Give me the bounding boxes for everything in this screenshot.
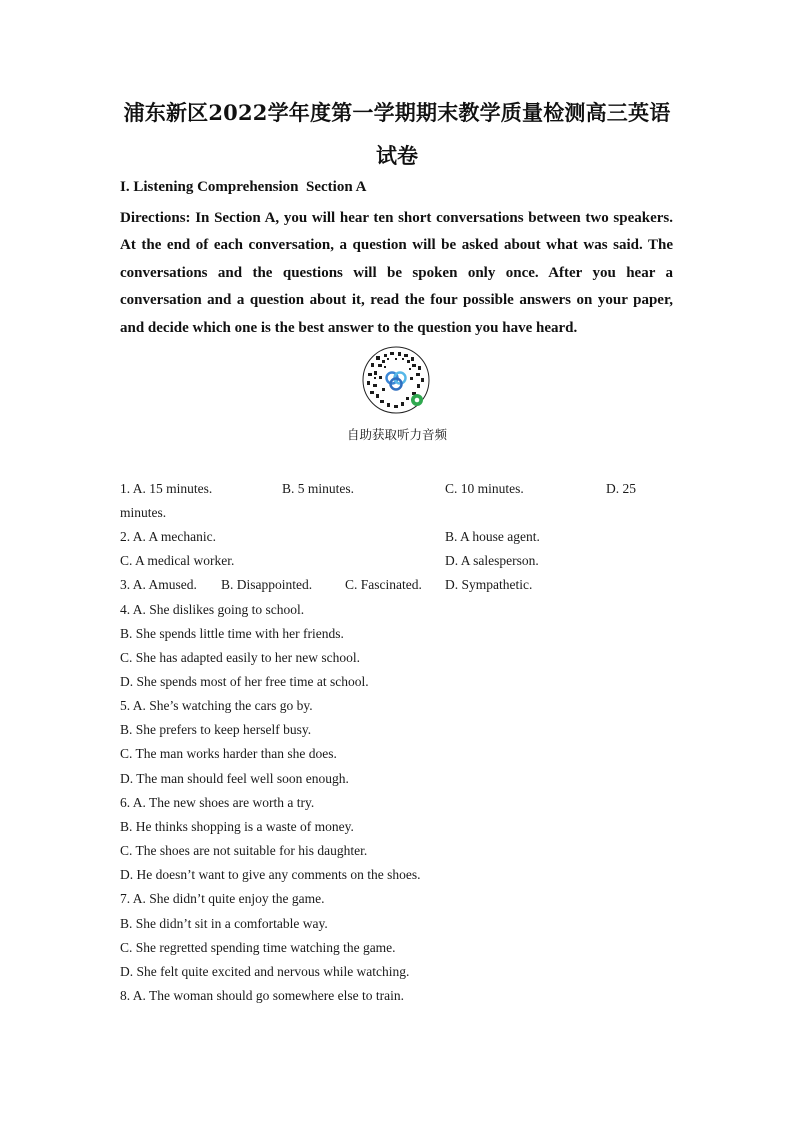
q5-option-d: D. The man should feel well soon enough. (120, 771, 349, 786)
q4-option-b: B. She spends little time with her friends. (120, 626, 344, 641)
page-title-continued: 试卷 (376, 143, 418, 168)
q1-option-a: 1. A. 15 minutes. (120, 481, 213, 496)
q2-option-a: 2. A. A mechanic. (120, 529, 216, 544)
q2-option-b: B. A house agent. (445, 529, 540, 544)
q6-option-b: B. He thinks shopping is a waste of money. (120, 819, 354, 834)
q5-option-c: C. The man works harder than she does. (120, 746, 337, 761)
q4-option-d: D. She spends most of her free time at school. (120, 674, 369, 689)
page-title: 浦东新区2022学年度第一学期期末教学质量检测高三英语 (123, 100, 671, 125)
q1-option-d-continued: minutes. (120, 505, 167, 520)
section-heading: I. Listening Comprehension Section A (120, 179, 367, 195)
q6-option-a: 6. A. The new shoes are worth a try. (120, 795, 315, 810)
q3-option-c: C. Fascinated. (345, 577, 422, 592)
q2-option-d: D. A salesperson. (445, 553, 539, 568)
q6-option-c: C. The shoes are not suitable for his daughter. (120, 843, 368, 858)
q3-option-b: B. Disappointed. (221, 577, 313, 592)
q8-option-a: 8. A. The woman should go somewhere else to train. (120, 988, 404, 1003)
qr-code-icon[interactable] (362, 346, 430, 414)
directions-text: Directions: In Section A, you will hear ten short conversations between two speakers. At the end of each conversation, a question will be asked about what was said. The conversations and the questions will be spoken only once. After you hear a conversation and a question about it, read the four possible answers on your paper, and decide which one is the best answer to the question you have heard. (120, 210, 673, 336)
q4-option-c: C. She has adapted easily to her new school. (120, 650, 360, 665)
qr-caption: 自助获取听力音频 (346, 427, 447, 442)
q1-option-d: D. 25 (606, 481, 636, 496)
q1-option-c: C. 10 minutes. (445, 481, 524, 496)
q7-option-d: D. She felt quite excited and nervous while watching. (120, 964, 410, 979)
q3-option-d: D. Sympathetic. (445, 577, 533, 592)
q6-option-d: D. He doesn’t want to give any comments on the shoes. (120, 867, 421, 882)
q5-option-b: B. She prefers to keep herself busy. (120, 722, 312, 737)
q7-option-a: 7. A. She didn’t quite enjoy the game. (120, 891, 325, 906)
q2-option-c: C. A medical worker. (120, 553, 235, 568)
q3-option-a: 3. A. Amused. (120, 577, 197, 592)
q7-option-b: B. She didn’t sit in a comfortable way. (120, 916, 328, 931)
q4-option-a: 4. A. She dislikes going to school. (120, 602, 305, 617)
q5-option-a: 5. A. She’s watching the cars go by. (120, 698, 313, 713)
q7-option-c: C. She regretted spending time watching the game. (120, 940, 396, 955)
q1-option-b: B. 5 minutes. (282, 481, 355, 496)
